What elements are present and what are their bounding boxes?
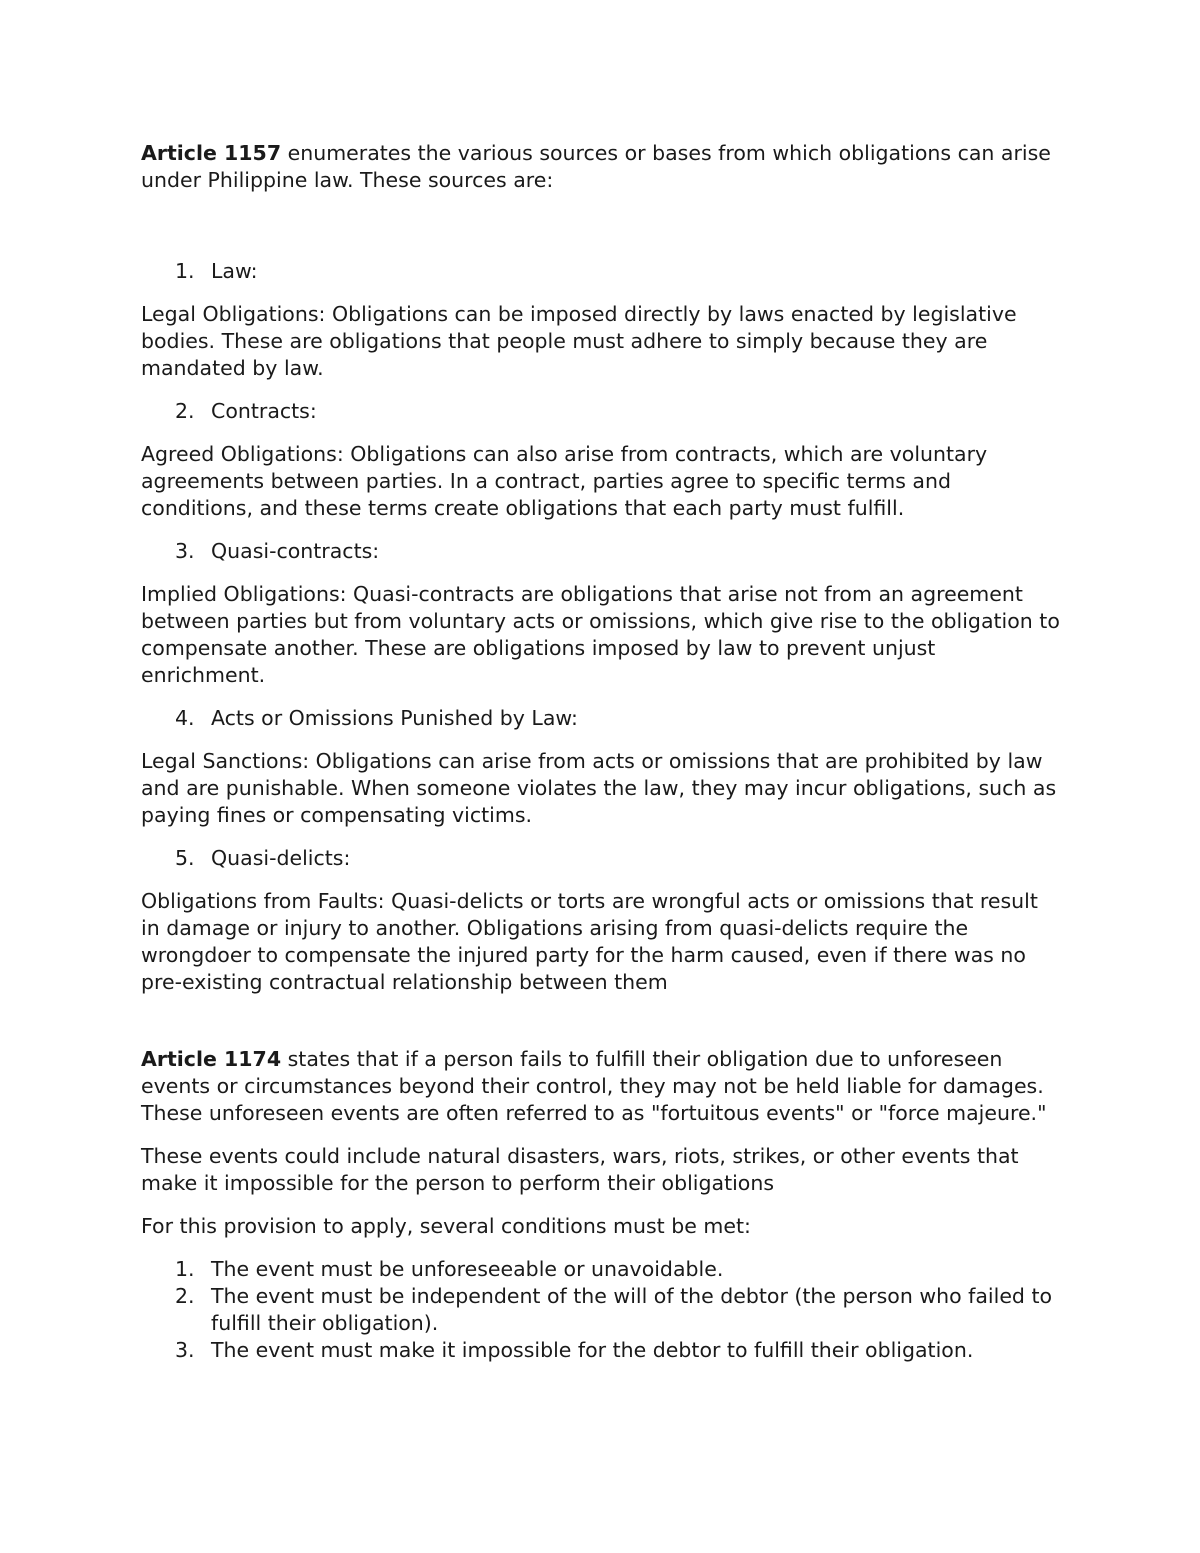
source-description-quasi-delicts: Obligations from Faults: Quasi-delicts or torts are wrongful acts or omissions that result in damage or injury to another. Obligations arising from quasi-delicts require the wrongdoer to compensate the injured party for the harm caused, even if there was no pre-existing contractual relationship between them bbox=[141, 889, 1038, 994]
list-item-label: Contracts: bbox=[211, 399, 317, 423]
condition-item bbox=[141, 1283, 1061, 1337]
conditions-intro: For this provision to apply, several conditions must be met: bbox=[141, 1214, 751, 1238]
list-number: 1. bbox=[175, 1257, 195, 1281]
condition-item bbox=[141, 1337, 1061, 1364]
list-item-label: Quasi-delicts: bbox=[211, 846, 351, 870]
list-number: 5. bbox=[175, 846, 195, 870]
source-description-contracts: Agreed Obligations: Obligations can also arise from contracts, which are voluntary agreements between parties. In a contract, parties agree to specific terms and conditions, and these terms create obligations that each party must fulfill. bbox=[141, 442, 988, 520]
document-page bbox=[141, 140, 1061, 1364]
list-number: 2. bbox=[175, 399, 195, 423]
condition-text: The event must make it impossible for the debtor to fulfill their obligation. bbox=[211, 1338, 974, 1362]
article-1157-intro bbox=[141, 140, 1061, 194]
list-number: 2. bbox=[175, 1284, 195, 1308]
source-description-acts-omissions: Legal Sanctions: Obligations can arise from acts or omissions that are prohibited by law and are punishable. When someone violates the law, they may incur obligations, such as paying fines or compensating victims. bbox=[141, 749, 1057, 827]
list-item-label: Quasi-contracts: bbox=[211, 539, 380, 563]
source-item-contracts bbox=[141, 398, 1061, 425]
list-item-label: Acts or Omissions Punished by Law: bbox=[211, 706, 578, 730]
article-1157-intro-text: enumerates the various sources or bases from which obligations can arise under Philippine law. These sources are: bbox=[141, 141, 1051, 192]
sources-list bbox=[141, 258, 1061, 996]
list-number: 4. bbox=[175, 706, 195, 730]
article-1157-heading: Article 1157 bbox=[141, 141, 282, 165]
article-1174-heading: Article 1174 bbox=[141, 1047, 282, 1071]
list-number: 1. bbox=[175, 259, 195, 283]
article-1174-intro bbox=[141, 1046, 1061, 1127]
conditions-list bbox=[141, 1256, 1061, 1364]
condition-item bbox=[141, 1256, 1061, 1283]
condition-text: The event must be unforeseeable or unavoidable. bbox=[211, 1257, 724, 1281]
source-item-acts-omissions bbox=[141, 705, 1061, 732]
source-item-quasi-contracts bbox=[141, 538, 1061, 565]
spacer bbox=[141, 210, 1061, 258]
source-item-quasi-delicts bbox=[141, 845, 1061, 872]
source-description-quasi-contracts: Implied Obligations: Quasi-contracts are obligations that arise not from an agreement between parties but from voluntary acts or omissions, which give rise to the obligation to compensate another. These are obligations imposed by law to prevent unjust enrichment. bbox=[141, 582, 1060, 687]
source-item-law bbox=[141, 258, 1061, 285]
list-number: 3. bbox=[175, 1338, 195, 1362]
list-item-label: Law: bbox=[211, 259, 258, 283]
spacer bbox=[141, 996, 1061, 1046]
events-paragraph: These events could include natural disasters, wars, riots, strikes, or other events that make it impossible for the person to perform their obligations bbox=[141, 1144, 1019, 1195]
source-description-law: Legal Obligations: Obligations can be imposed directly by laws enacted by legislative bodies. These are obligations that people must adhere to simply because they are mandated by law. bbox=[141, 302, 1017, 380]
article-1174-intro-text: states that if a person fails to fulfill their obligation due to unforeseen events or circumstances beyond their control, they may not be held liable for damages. These unforeseen events are often referred to as "fortuitous events" or "force majeure." bbox=[141, 1047, 1047, 1125]
list-number: 3. bbox=[175, 539, 195, 563]
condition-text: The event must be independent of the will of the debtor (the person who failed to fulfill their obligation). bbox=[211, 1284, 1053, 1335]
